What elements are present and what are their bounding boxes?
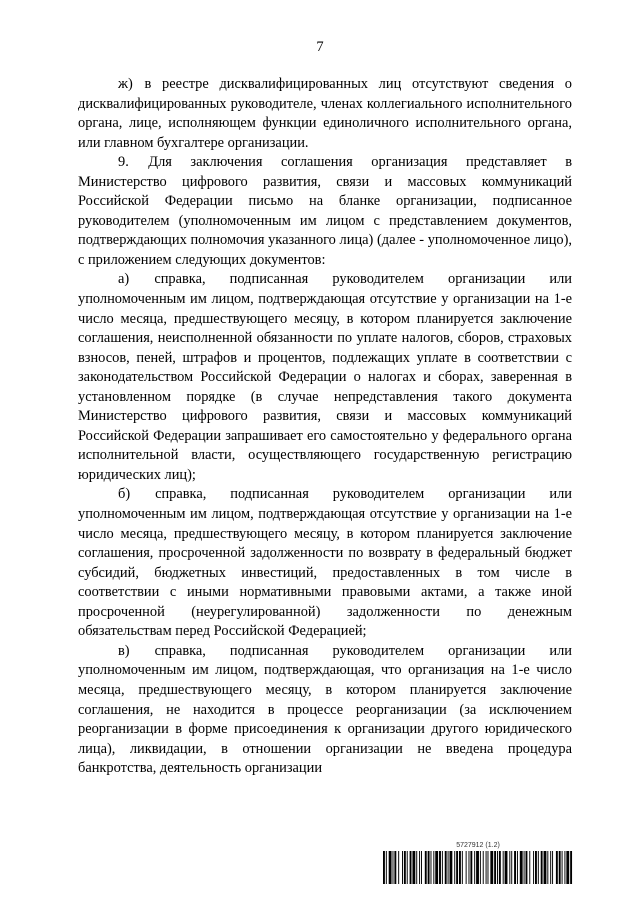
paragraph-text: справка, подписанная руководителем организации или уполномоченным им лицом, подтверждающая отсутствие у организации на 1-е число месяца, предшествующего месяцу, в котором планируется заключение соглашения, неисполненной обязанности по уплате налогов, сборов, страховых взносов, пеней, штрафов и процентов, подлежащих уплате в соответствии с законодательством Российской Федерации о налогах и сборах, заверенная в установленном порядке (в случае непредставления такого документа Министерство цифрового развития, связи и массовых коммуникаций Российской Федерации запрашивает его самостоятельно у федерального органа исполнительной власти, осуществляющего государственную регистрацию юридических лиц); [78, 271, 572, 483]
barcode-bar [494, 851, 496, 884]
barcode-bar [383, 851, 385, 884]
page-number: 7 [316, 39, 324, 55]
barcode-bar [466, 851, 467, 884]
barcode-bar [517, 851, 518, 884]
paragraph-text: справка, подписанная руководителем организации или уполномоченным им лицом, подтверждающая отсутствие у организации на 1-е число месяца, предшествующего месяцу, в котором планируется заключение соглашения, просроченной задолженности по возврату в федеральный бюджет субсидий, бюджетных инвестиций, предоставленных в том числе в соответствии с иными нормативными правовыми актами, а также иной просроченной (неурегулированной) задолженности по денежным обязательствам перед Российской Федерацией; [78, 486, 572, 640]
barcode-bar [541, 851, 543, 884]
barcode-bar [480, 851, 481, 884]
barcode-bar [511, 851, 512, 884]
barcode-bar [564, 851, 565, 884]
barcode-bar [524, 851, 525, 884]
barcode-bar [497, 851, 498, 884]
paragraph-zh [78, 75, 572, 153]
barcode-bar [550, 851, 551, 884]
barcode-bar [488, 851, 489, 884]
item-marker: в) [118, 642, 130, 659]
barcode-bar [499, 851, 501, 884]
barcode-bar [416, 851, 417, 884]
paragraph-v [78, 642, 572, 779]
barcode-bar [404, 851, 406, 884]
barcode-bar [529, 851, 530, 884]
paragraph-text: справка, подписанная руководителем организации или уполномоченным им лицом, подтверждающая, что организация на 1-е число месяца, предшествующего месяцу, в котором планируется заключение соглашения, не находится в процессе реорганизации (за исключением реорганизации в форме присоединения к организации другого юридического лица), ликвидации, в отношении организации не введена процедура банкротства, деятельность организации [78, 642, 572, 777]
barcode-bar [425, 851, 427, 884]
barcode-bar [428, 851, 430, 884]
barcode-bar [503, 851, 504, 884]
barcode-bar [435, 851, 438, 884]
barcode-bar [407, 851, 408, 884]
item-marker: а) [118, 271, 130, 288]
item-marker: 9. [118, 154, 129, 171]
barcode-bar [398, 851, 399, 884]
barcode-bar [456, 851, 458, 884]
paragraph-a [78, 270, 572, 485]
barcode-bar [526, 851, 528, 884]
barcode-bar [474, 851, 475, 884]
barcode-bar [394, 851, 396, 884]
barcode-bar [483, 851, 484, 884]
barcode-bar [462, 851, 463, 884]
barcode-bar [445, 851, 447, 884]
document-barcode [383, 842, 573, 886]
barcode-bar [547, 851, 548, 884]
barcode-bar [410, 851, 412, 884]
barcode-bar [412, 851, 415, 884]
barcode-bar [433, 851, 434, 884]
barcode-bar [520, 851, 523, 884]
barcode-bar [514, 851, 516, 884]
barcode-bar [562, 851, 563, 884]
barcode-bar [570, 851, 572, 884]
barcode-bar [486, 851, 487, 884]
barcode-bar [544, 851, 547, 884]
barcode-bar [442, 851, 443, 884]
barcode-bar [469, 851, 470, 884]
barcode-bar [450, 851, 453, 884]
barcode-bar [535, 851, 537, 884]
item-marker: б) [118, 486, 131, 503]
barcode-bar [431, 851, 432, 884]
barcode-bar [559, 851, 561, 884]
barcode-bar [509, 851, 510, 884]
barcode-bar [386, 851, 387, 884]
barcode-bar [533, 851, 534, 884]
document-body [78, 75, 572, 779]
barcode-bar [566, 851, 569, 884]
barcode-caption: 5727912 (1.2) [456, 842, 500, 849]
paragraph-b [78, 485, 572, 641]
barcode-bar [552, 851, 553, 884]
barcode-bar [448, 851, 449, 884]
barcode-bar [421, 851, 422, 884]
paragraph-text: Для заключения соглашения организация представляет в Министерство цифрового развития, связи и массовых коммуникаций Российской Федерации письмо на бланке организации, подписанное руководителем (уполномоченным им лицом с представлением документов, подтверждающих полномочия указанного лица) (далее - уполномоченное лицо), с приложением следующих документов: [78, 154, 572, 268]
barcode-bar [556, 851, 558, 884]
barcode-bar [538, 851, 539, 884]
barcode-bar [439, 851, 441, 884]
barcode-bar [393, 851, 394, 884]
barcode-bar [505, 851, 508, 884]
item-marker: ж) [118, 76, 133, 92]
barcode-bar [419, 851, 420, 884]
paragraph-9 [78, 153, 572, 270]
barcode-bar [459, 851, 461, 884]
barcode-bar [389, 851, 392, 884]
barcode-bar [490, 851, 493, 884]
barcode-bar [454, 851, 455, 884]
paragraph-text: в реестре дисквалифицированных лиц отсутствуют сведения о дисквалифицированных руководителе, членах коллегиального исполнительного органа, лице, исполняющем функции единоличного исполнительного органа, или главном бухгалтере организации. [78, 76, 573, 151]
barcode-icon [383, 851, 573, 884]
barcode-bar [476, 851, 479, 884]
barcode-bar [470, 851, 472, 884]
barcode-bar [402, 851, 403, 884]
